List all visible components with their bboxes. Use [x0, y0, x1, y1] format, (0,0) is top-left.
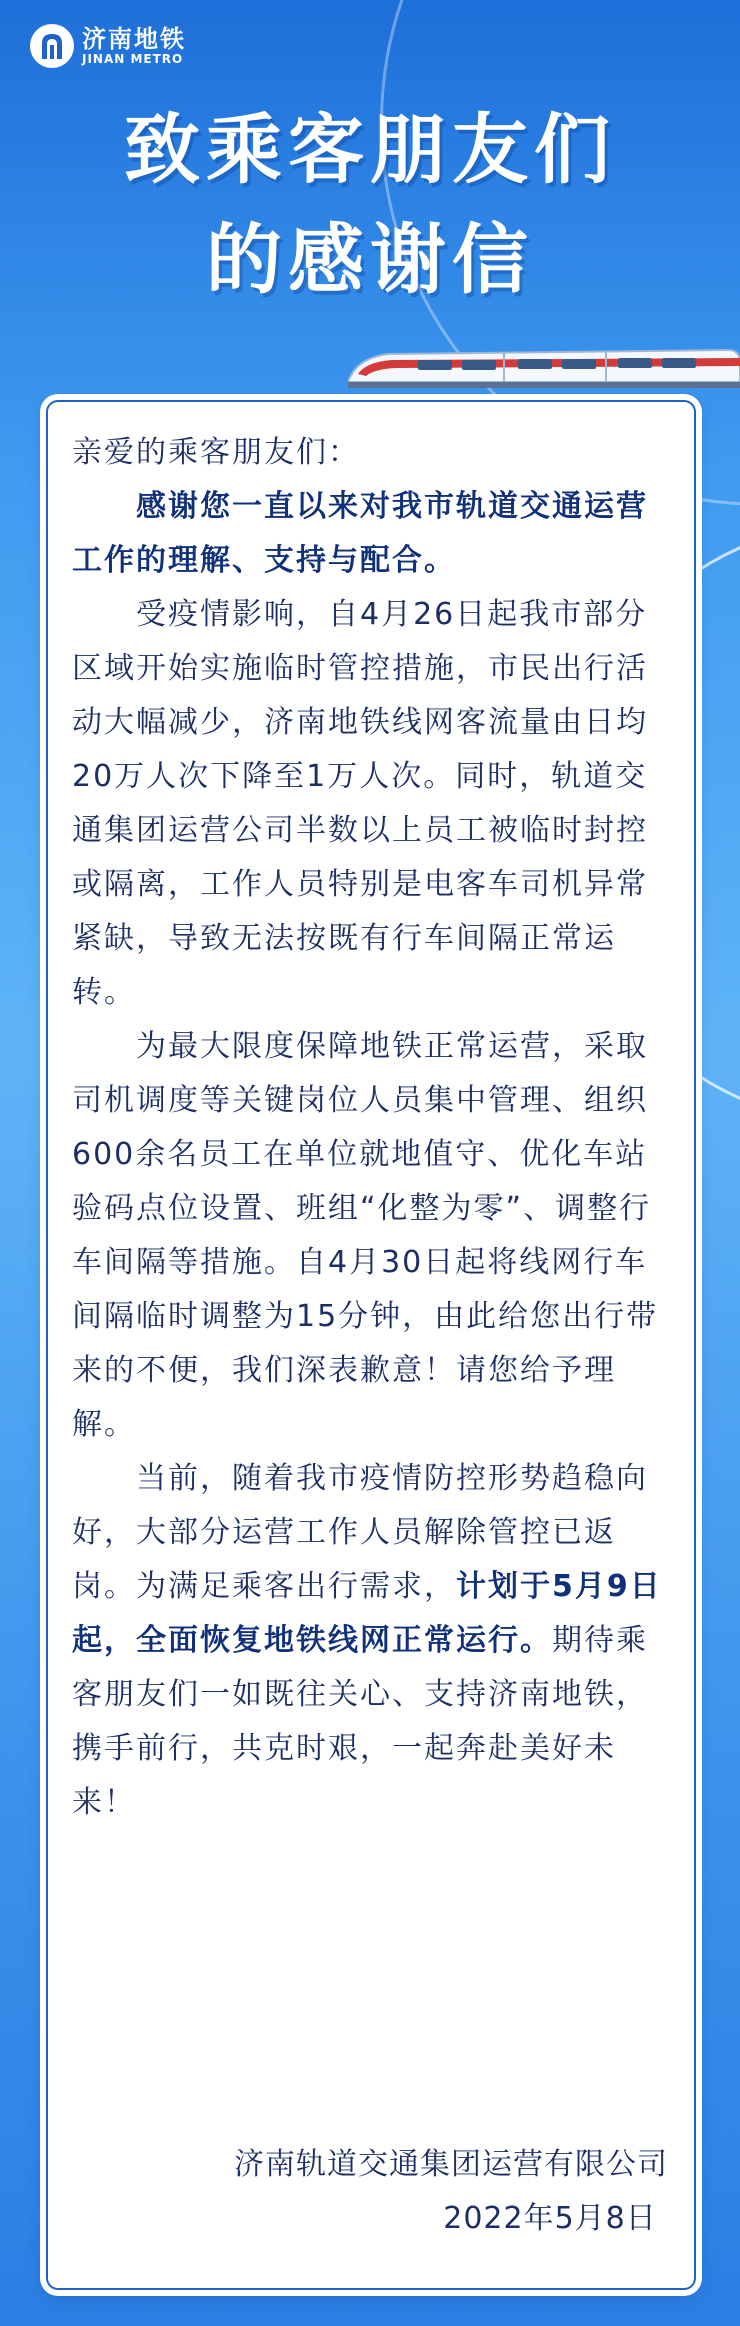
letter-date: 2022年5月8日 [443, 2201, 657, 2236]
jinan-metro-logo-icon [30, 24, 74, 68]
letter-paragraph-1: 受疫情影响，自4月26日起我市部分区域开始实施临时管控措施，市民出行活动大幅减少，济南地铁线网客流量由日均20万人次下降至1万人次。同时，轨道交通集团运营公司半数以上员工被临时封控或隔离，工作人员特别是电客车司机异常紧缺，导致无法按既有行车间隔正常运转。 [72, 597, 648, 1010]
letter-thanks: 感谢您一直以来对我市轨道交通运营工作的理解、支持与配合。 [72, 489, 648, 578]
paragraph-3-intro: 当前，随着我市疫情防控形势趋稳向好，大部分运营工作人员解除管控已返岗。为满足乘客出行需求， [72, 1461, 648, 1604]
signature: 济南轨道交通集团运营有限公司 [234, 2147, 668, 2182]
letter-paragraph-2: 为最大限度保障地铁正常运营，采取司机调度等关键岗位人员集中管理、组织600余名员工在单位就地值守、优化车站验码点位设置、班组“化整为零”、调整行车间隔等措施。自4月30日起将线网行车间隔临时调整为15分钟，由此给您出行带来的不便，我们深表歉意！请您给予理解。 [72, 1029, 659, 1442]
brand-logo [30, 24, 186, 68]
letter-greeting: 亲爱的乘客朋友们： [72, 435, 360, 470]
metro-train-icon [348, 338, 740, 394]
brand-name-cn: 济南地铁 [82, 25, 186, 53]
headline-line-2: 的感谢信 [206, 215, 534, 304]
paragraph-3-highlight: 计划于5月9日起，全面恢复地铁线网正常运行。 [72, 1569, 662, 1658]
headline-line-1: 致乘客朋友们 [124, 105, 616, 194]
brand-name-en: JINAN METRO [82, 52, 184, 66]
letter-body [72, 426, 668, 1830]
paragraph-3-outro: 期待乘客朋友们一如既往关心、支持济南地铁，携手前行，共克时艰，一起奔赴美好未来！ [72, 1623, 648, 1820]
letter-paragraph-3 [72, 1452, 668, 1830]
